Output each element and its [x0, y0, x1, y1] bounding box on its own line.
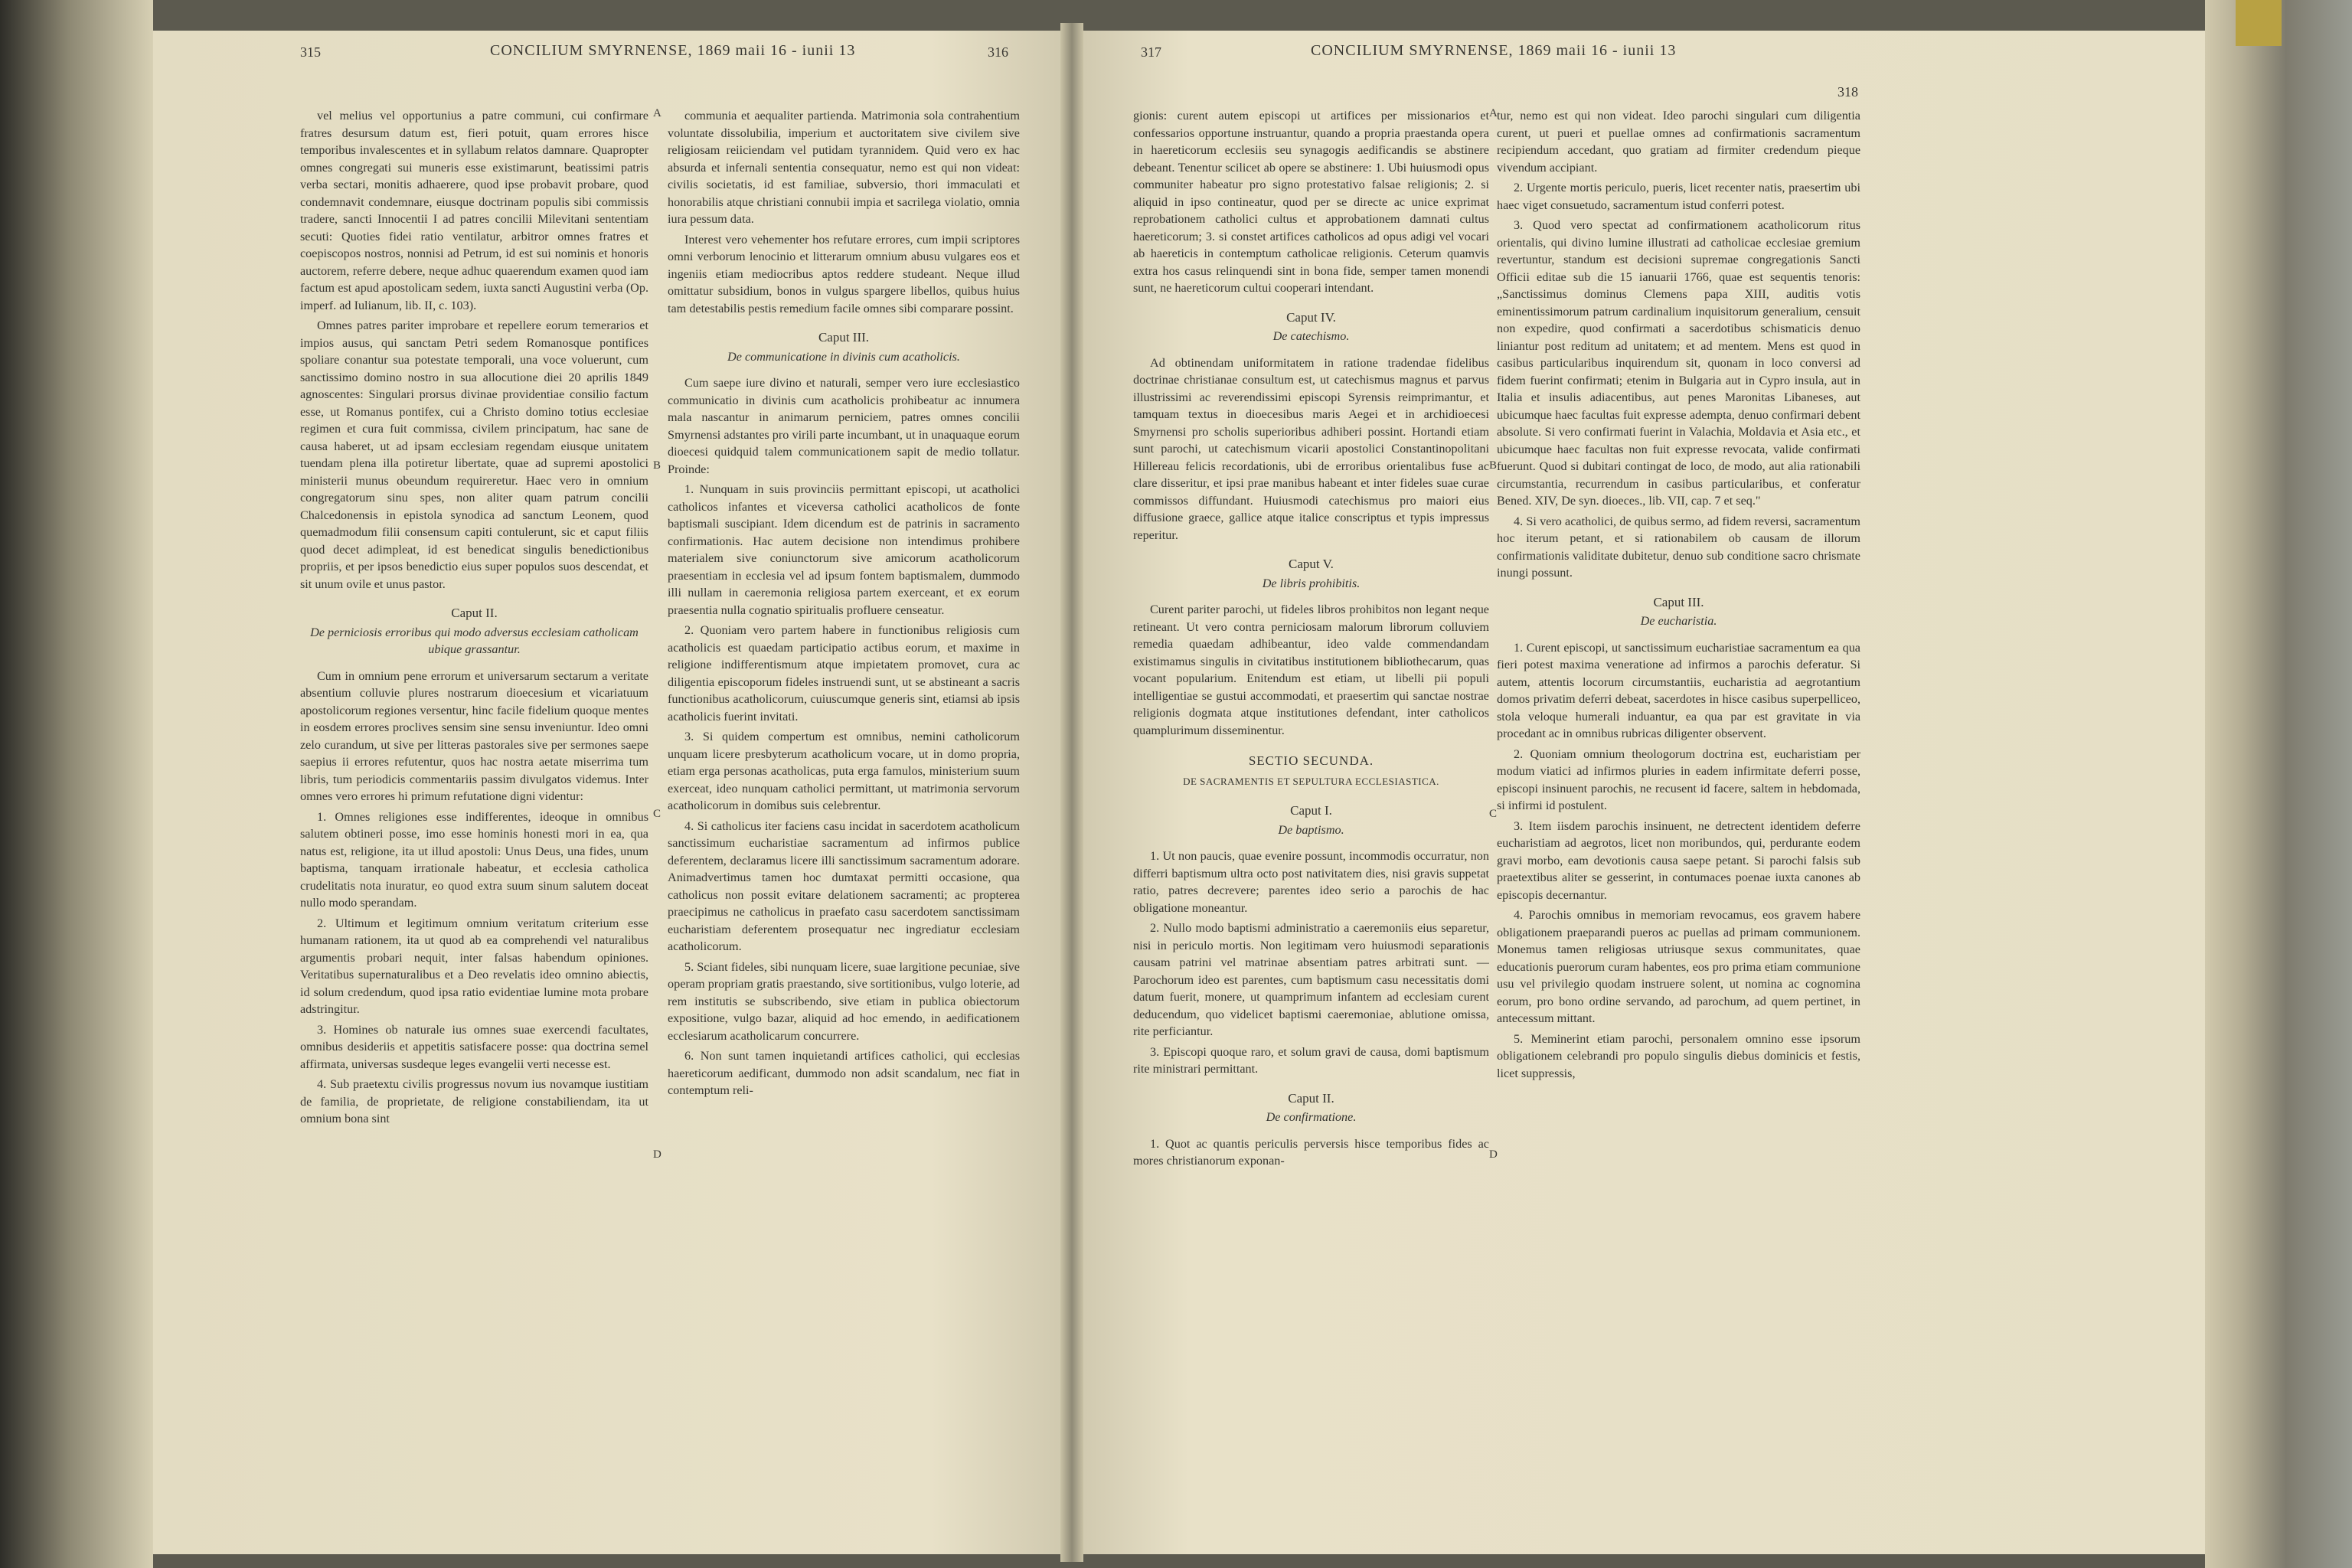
paragraph: vel melius vel opportunius a patre communi, cui confirmare fratres desursum datum est, fieri potuit, quam errores hisce temporibus invalescentes et in syllabum relatos damnare. Quapropter omnes congregati sui muneris esse existimarunt, beatissimi patris verba sectari, monitis adhaerere, quod ipse probavit probare, quod condemnavit condemnare, eiusque doctrinam populis sibi commissis tradere, sancti Innocentii I ad patres concilii Milevitani sententiam secuti: Quoties fidei ratio ventilatur, arbitror omnes fratres et coepiscopos nostros, nonnisi ad Petrum, id est sui nominis et honoris auctorem, referre debere, neque adhuc quaerendum examen quod iam factum est apud apostolicam sedem, iuxta sancti Augustini verba (Op. imperf. ad Iulianum, lib. II, c. 103).	[300, 109, 648, 312]
paragraph: 5. Meminerint etiam parochi, personalem omnino esse ipsorum obligationem celebrandi pro populo singulis diebus dominicis et festis, licet suppressis,	[1497, 1031, 1860, 1080]
paragraph: 2. Urgente mortis periculo, pueris, licet recenter natis, praesertim ubi haec viget consuetudo, sacramentum istud conferri potest.	[1497, 181, 1860, 212]
paragraph: 4. Si vero acatholici, de quibus sermo, ad fidem reversi, sacramentum hoc iterum petant, et si rationabilem ob causam de illorum confirmationis validitate dubitetur, denuo sub conditione sacro chrismate inungi possunt.	[1497, 514, 1860, 580]
margin-letter-right-b: B	[1489, 459, 1498, 472]
chapter-subtitle: De confirmatione.	[1266, 1110, 1357, 1124]
chapter-heading: Caput III.	[1653, 594, 1704, 609]
chapter-subtitle: De perniciosis erroribus qui modo adversus ecclesiam catholicam ubique grassantur.	[310, 625, 639, 656]
chapter-heading: Caput II.	[1288, 1090, 1334, 1106]
paragraph: Curent pariter parochi, ut fideles libros prohibitos non legant neque retineant. Ut vero contra perniciosam malorum librorum colluviem remedia quaedam adhibeantur, ideo valde commendandam existimamus singulis in civitatibus institutionem bibliothecarum, quas vocant popularium. Enitendum est etiam, ut libelli pii populi intelligentiae se gustui accommodati, et praesertim qui sanctae nostrae religionis dogmata atque institutiones defendant, inter catholicos quamplurimum disseminentur.	[1133, 603, 1489, 737]
running-header-right: CONCILIUM SMYRNENSE, 1869 maii 16 - iunii 13	[1311, 42, 1677, 59]
paragraph: 1. Curent episcopi, ut sanctissimum eucharistiae sacramentum ea qua fieri potest maxima veneratione ad infirmos a parochis deferatur. Si autem, attentis locorum circumstantiis, eucharistia ad aegrotantium domos privatim deferri debeat, sacerdotes in hisce casibus superpelliceo, stola veloque humerali induantur, ea qua par est gravitate in via procedant ac in omnibus rubricas diligenter observent.	[1497, 640, 1860, 740]
section-subtitle: DE SACRAMENTIS ET SEPULTURA ECCLESIASTICA.	[1183, 775, 1439, 787]
paragraph: 2. Quoniam vero partem habere in functionibus religiosis cum acatholicis est quaedam participatio actibus eorum, et maxime in religione indifferentismum atque impietatem promovet, cura ac diligentia episcoporum fideles instruendi sunt, ut se abstineant a sacris functionibus acatholicorum, cuiuscumque generis sint, etiamsi ab ipsis acatholicis fuerint invitati.	[668, 623, 1020, 724]
paragraph: Ad obtinendam uniformitatem in ratione tradendae fidelibus doctrinae christianae consultum est, ut catechismus magnus et parvus illustrissimi ac reverendissimi episcopi Syrensis reimprimantur, et tamquam textus in dioecesibus maris Aegei et in archidioecesi Smyrnensi pro scholis superioribus adhiberi possint. Hortandi etiam sunt parochi, ut catechismum vicarii apostolici Constantinopolitani Hillereau felicis recordationis, ubi de erroribus orientalibus fuse ac clare disseritur, et ipsi prae manibus habeant et inter fideles suae curae commissos diffundant. Huiusmodi catechismus pro maiori eius diffusione graece, gallice atque italice conscriptus et typis impressus reperitur.	[1133, 355, 1489, 542]
paragraph: gionis: curent autem episcopi ut artifices per missionarios et confessarios opportune instruantur, quando a propria praestanda opera in haereticorum ecclesiis seu synagogis aedificandis se abstinere debeant. Tenentur scilicet ab opere se abstinere: 1. Ubi huiusmodi opus communiter habeatur pro signo protestativo falsae religionis; 2. si aliquid in ipso contineatur, quod per se directe ac unice exprimat reprobationem catholici cultus et approbationem damnati cultus haereticorum; 3. si constet artifices catholicos ad opus adigi vel vocari ab haereticis in contemptum catholicae religionis. Ceterum quamvis extra hos casus relinquendi sint in bona fide, semper tamen monendi sunt, ne haereticorum cultui cooperari intendant.	[1133, 109, 1489, 295]
chapter-heading: Caput III.	[818, 330, 870, 345]
paragraph: 1. Omnes religiones esse indifferentes, ideoque in omnibus salutem obtineri posse, imo esse hominis honesti mori in ea, qua natus est, religione, ita ut illud apostoli: Unus Deus, una fides, unum baptisma, tanquam irrationale habeatur, et ecclesia catholica crudelitatis nota inuratur, eo quod extra suum sinum salutem doceat nullo modo sperandam.	[300, 809, 648, 910]
page-number-right-b: 318	[1838, 84, 1858, 100]
book-gutter	[1060, 23, 1083, 1562]
paragraph: 1. Nunquam in suis provinciis permittant episcopi, ut acatholici catholicos infantes et viceversa catholici acatholicos de fonte baptismali suscipiant. Idem dicendum est de patrinis in sacramento confirmationis. Hac autem decisione non intendimus prohibere materialem sive coniunctorum sive amicorum acatholicorum praesentiam in ecclesia vel ad ipsum fontem baptismalem, dummodo illi nullam in caeremonia religiosa partem exerceant, et ex eorum praesentia nulla cognatio spiritualis profluere censeatur.	[668, 482, 1020, 617]
chapter-heading: Caput V.	[1289, 557, 1334, 571]
paragraph: Interest vero vehementer hos refutare errores, cum impii scriptores omni verborum lenocinio et litterarum omnium abusu vulgares eos et ingeniis etiam mediocribus aptos reddere studeant. Neque illud omittatur subsidium, bonos in vulgus spargere libellos, quibus huius tam detestabilis pestis remedium facile omnes sibi comparare possint.	[668, 232, 1020, 315]
chapter-subtitle: De catechismo.	[1272, 329, 1350, 343]
margin-letter-d: D	[653, 1148, 662, 1161]
paragraph: 4. Si catholicus iter faciens casu incidat in sacerdotem acatholicum sanctissimum eucharistiae sacramentum ad infirmos publice deferentem, declaramus licere illi sanctissimum sacramentum adorare. Animadvertimus tamen hoc dumtaxat permitti occasione, qua catholicus non possit evitare delationem sacramenti; ac propterea praecipimus ne catholicus in praefato casu sacerdotem sanctissimam eucharistiam deferentem prosequatur nec ingrediatur ecclesiam acatholicorum.	[668, 818, 1020, 953]
chapter-subtitle: De eucharistia.	[1640, 614, 1717, 628]
paragraph: Cum saepe iure divino et naturali, semper vero iure ecclesiastico communicatio in divinis cum acatholicis prohibeatur ac innumera mala nascantur in animarum perniciem, patres omnes concilii Smyrnensi adstantes pro virili parte incumbant, ut in unaquaque eorum dioecesi quidquid talem communicationem sapit de medio tollatur. Proinde:	[668, 376, 1020, 476]
book-edge-left	[0, 0, 153, 1568]
paragraph: 2. Nullo modo baptismi administratio a caeremoniis eius separetur, nisi in periculo mortis. Non legitimam vero huiusmodi separationis causam patrini vel matrinae absentiam patres arbitrati sunt. — Parochorum ideo est parentes, cum baptismum casu necessitatis domi datum fuerit, monere, ut quamprimum infantem ad ecclesiam curent deducendum, quo videlicet baptismi caeremoniae, ablutione omissa, rite perficiantur.	[1133, 921, 1489, 1038]
chapter-subtitle: De communicatione in divinis cum acatholicis.	[727, 349, 960, 364]
paragraph: communia et aequaliter partienda. Matrimonia sola contrahentium voluntate dissolubilia, imperium et auctoritatem sive civilem sive religiosam reiiciendam vel putidam tyrannidem. Quid vero ex hac absurda et infernali sententia consequatur, nemo est qui non videat: civilis societatis, id est familiae, subversio, thori immaculati et honorabilis atque christiani connubii impia et sacrilega violatio, omnia iura pessum data.	[668, 109, 1020, 226]
paragraph: Omnes patres pariter improbare et repellere eorum temerarios et impios ausus, qui sanctam Petri sedem Romanosque pontifices spoliare conantur sua potestate temporali, una voce voluerunt, cum sanctissimo domino nostro in sua allocutione diei 20 aprilis 1849 agnoscentes: Singulari prorsus divinae providentiae consilio factum esse, ut Romanus pontifex, cui a Christo domino totius ecclesiae regimen et cura fuit commissa, civilem principatum, hac sane de causa haberet, ut ad ipsam ecclesiam regendam eiusque unitatem tuendam plena illa potiretur libertate, quae ad supremi apostolici ministerii munus obeundum requireretur. Haec vero in omnium congregatorum sinu spes, non aliter quam patrum concilii Chalcedonensis in epistola synodica ad sanctum Leonem, quod quemadmodum filii consensum capiti contulerunt, sic et caput filiis quod decet adimpleat, id est benedicat singulis benedictionibus propriis, et per ipsos benedictio eius super populos suos descendat, et sit unum ovile et unus pastor.	[300, 318, 648, 591]
margin-letter-b: B	[653, 459, 662, 472]
chapter-heading: Caput I.	[1290, 803, 1332, 818]
paragraph: Cum in omnium pene errorum et universarum sectarum a veritate absentium colluvie plures nostrarum dioecesium et vicariatuum apostolicorum regiones versentur, hinc facile fidelium quoque mentes in eosdem errores proclives sensim sine sensu inveniuntur. Ideo omni zelo curandum, ut sive per litteras pastorales sive per sermones saepe saepius ii errores refutentur, quos hac nostra aetate miserrima tum libris, tum periodicis commentariis passim divulgatos videmus. Inter omnes vero errores hi primum refutatione digni videntur:	[300, 668, 648, 803]
chapter-subtitle: De baptismo.	[1278, 822, 1344, 837]
book-edge-right	[2205, 0, 2352, 1568]
paragraph: 5. Sciant fideles, sibi nunquam licere, suae largitione pecuniae, sive operam propriam gratis praestando, sive sortitionibus, vulgo loterie, ad rem institutis se subscribendo, sive etiam in publica obiectorum expositione, vulgo bazar, aliquid ad hoc emendo, in aedificationem ecclesiarum acatholicarum concurrere.	[668, 959, 1020, 1043]
section-heading: SECTIO SECUNDA.	[1248, 753, 1374, 768]
paragraph: 3. Quod vero spectat ad confirmationem acatholicorum ritus orientalis, qui divino lumine illustrati ad catholicae ecclesiae gremium revertuntur, standum est decisioni supremae congregationis Sancti Officii editae sub die 15 ianuarii 1766, quae est sequentis tenoris: „Sanctissimus dominus Clemens papa XIII, auditis votis eminentissimorum patrum cardinalium inquisitorum generalium, censuit non expedire, quod confirmati a sacerdotibus schismaticis denuo liniantur post reditum ad unitatem; et ad mentem. Mens est quod in casibus particularibus inquirendum sit, quonam in loco conversi ad fidem fuerint confirmati; etenim in Bulgaria aut in Cypro insula, aut in Italia et insulis adiacentibus, aut penes Maronitas Libaneses, aut ubicumque haec facultas fuit expresse adempta, denuo confirmari debent absolute. Si vero confirmati fuerint in Valachia, Moldavia et Asia etc., et ubicumque haec facultas non fuit expresse revocata, valide confirmati fuerunt. Quod si dubitari contingat de loco, de modo, aut alia rationabili circumstantia, recurrendum in casibus particularibus, et conferatur Bened. XIV, De syn. dioeces., lib. VII, cap. 7 et seq."	[1497, 218, 1860, 508]
page-number-right-a: 317	[1141, 44, 1161, 60]
running-header-left: CONCILIUM SMYRNENSE, 1869 maii 16 - iunii 13	[490, 42, 856, 59]
paragraph: tur, nemo est qui non videat. Ideo parochi singulari cum diligentia curent, ut pueri et puellae omnes ad confirmationis sacramentum recipiendum accedant, quo gratiam ad firmiter credendum pieque vivendum accipiant.	[1497, 109, 1860, 175]
paragraph: 1. Ut non paucis, quae evenire possunt, incommodis occurratur, non differri baptismum ultra octo post nativitatem dies, nisi gravis suppetat ratio, patres decrevere; parentes ideo serio a parochis de hac obligatione moneantur.	[1133, 849, 1489, 915]
paragraph: 3. Item iisdem parochis insinuent, ne detrectent identidem deferre eucharistiam ad aegrotos, licet non moribundos, qui, perdurante eodem gravi morbo, eam devotionis causa saepe petant. Si parochi falsis sub praetextibus aliter se gesserint, in contumaces poenae iuxta canones ab episcopis decernantur.	[1497, 818, 1860, 902]
margin-letter-right-a: A	[1489, 107, 1498, 119]
margin-letter-a: A	[653, 107, 662, 119]
page-number-left-b: 316	[988, 44, 1008, 60]
page-number-left-a: 315	[300, 44, 321, 60]
margin-letter-right-c: C	[1489, 808, 1498, 820]
left-page-column-1	[300, 107, 648, 1493]
paragraph: 6. Non sunt tamen inquietandi artifices catholici, qui ecclesias haereticorum aedificant, dummodo non adsit scandalum, nec fiat in contemptum reli-	[668, 1049, 1020, 1097]
left-page-column-2	[668, 107, 1020, 1493]
right-page-column-1	[1133, 107, 1489, 1485]
paragraph: 3. Si quidem compertum est omnibus, nemini catholicorum unquam licere presbyterum acatholicum vocare, ut in domo propria, etiam erga personas acatholicas, puta erga famulos, ministerium suum exerceat, ideo nunquam catholici permittant, ut matrimonia servorum acatholicorum in domibus suis celebrentur.	[668, 730, 1020, 812]
cover-strip	[2236, 0, 2282, 46]
paragraph: 2. Quoniam omnium theologorum doctrina est, eucharistiam per modum viatici ad infirmos pluries in eadem infirmitate deferri posse, episcopi insinuent parochis, ne recusent id facere, saltem in hebdomada, si infirmi id postulent.	[1497, 746, 1860, 812]
margin-letter-right-d: D	[1489, 1148, 1498, 1161]
paragraph: 3. Homines ob naturale ius omnes suae exercendi facultates, omnibus desideriis et appetitis satisfacere posse: qua doctrina semel affirmata, universas susdeque leges evangelii verti necesse est.	[300, 1022, 648, 1071]
paragraph: 4. Parochis omnibus in memoriam revocamus, eos gravem habere obligationem praeparandi pueros ac puellas ad primam communionem. Monemus tamen religiosas utriusque sexus communitates, quae educationis puerorum curam habentes, eos pro prima etiam communione usu vel privilegio quodam instruere solent, ut nomina ac cognomina eorum, pro bono ordine servando, ad parochum, ad quem pertinet, in antecessum mittant.	[1497, 908, 1860, 1025]
paragraph: 2. Ultimum et legitimum omnium veritatum criterium esse humanam rationem, ita ut quod ab ea comprehendi vel naturalibus argumentis probari nequit, inter falsas habendum opiniones. Veritatibus supernaturalibus et a Deo revelatis ideo omnino abiectis, id solum credendum, quod ipsa ratio evidentiae lumine mota probare adstringitur.	[300, 916, 648, 1016]
paragraph: 1. Quot ac quantis periculis perversis hisce temporibus fides ac mores christianorum exponan-	[1133, 1136, 1489, 1168]
chapter-heading: Caput II.	[451, 606, 498, 620]
paragraph: 4. Sub praetextu civilis progressus novum ius novamque iustitiam de familia, de proprietate, de religione constabiliendam, ita ut omnium bona sint	[300, 1077, 648, 1125]
paragraph: 3. Episcopi quoque raro, et solum gravi de causa, domi baptismum rite ministrari permittant.	[1133, 1044, 1489, 1076]
chapter-heading: Caput IV.	[1286, 309, 1336, 325]
chapter-subtitle: De libris prohibitis.	[1262, 576, 1361, 590]
right-page-column-2	[1497, 107, 1860, 1485]
margin-letter-c: C	[653, 808, 662, 820]
